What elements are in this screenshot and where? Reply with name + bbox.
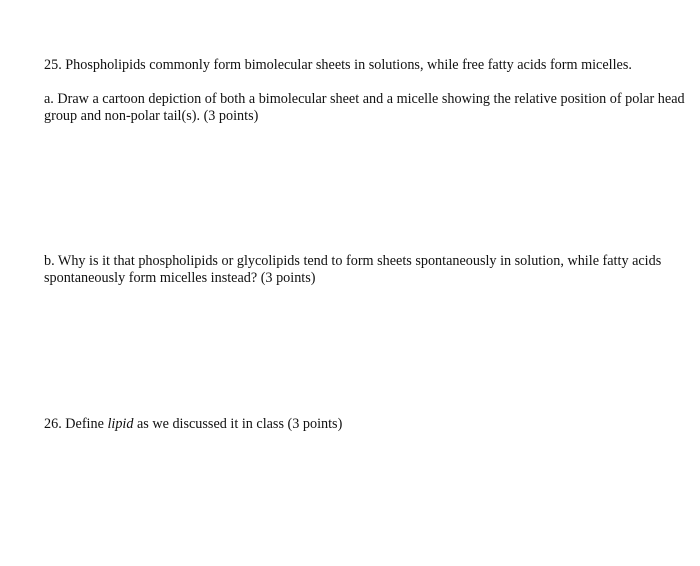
question-26-suffix: as we discussed it in class (3 points)	[133, 416, 343, 432]
question-25-text: 25. Phospholipids commonly form bimolecular sheets in solutions, while free fatty acids form micelles.	[44, 57, 632, 73]
question-25a-line-1: a. Draw a cartoon depiction of both a bimolecular sheet and a micelle showing the relative position of polar head	[44, 91, 685, 107]
question-25a-line-2: group and non-polar tail(s). (3 points)	[44, 108, 259, 124]
question-26-term: lipid	[107, 416, 134, 432]
question-25b-line-2: spontaneously form micelles instead? (3 points)	[44, 270, 316, 286]
question-25b-line-1: b. Why is it that phospholipids or glycolipids tend to form sheets spontaneously in solution, while fatty acids	[44, 253, 662, 269]
question-26	[44, 416, 342, 433]
question-26-prefix: 26. Define	[44, 416, 108, 432]
